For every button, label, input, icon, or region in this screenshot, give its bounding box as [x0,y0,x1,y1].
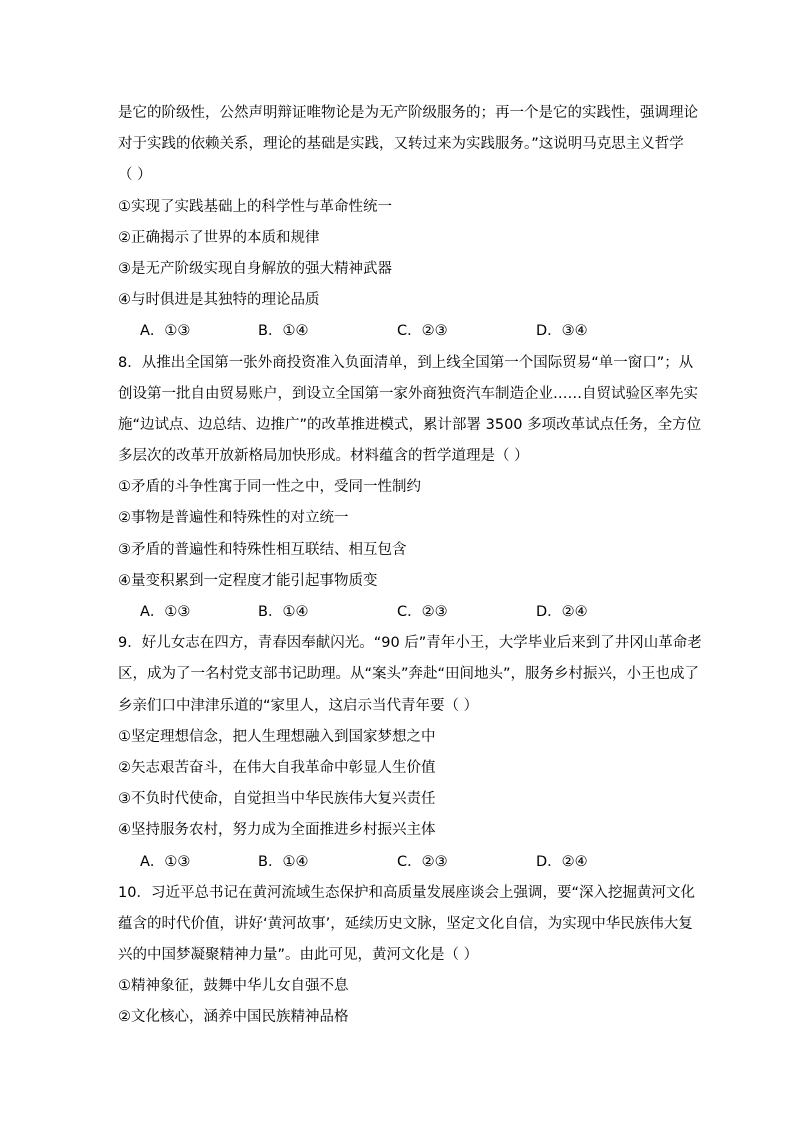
question-8 [118,348,702,629]
question-text-line: 乡亲们口中津津乐道的“家里人，这启示当代青年要（ ） [118,697,479,714]
question-text-line: 多层次的改革开放新格局加快形成。材料蕴含的哲学道理是（ ） [118,448,529,465]
choice-c: C．②③ [397,604,448,620]
question-10 [118,878,695,1034]
statement-option: ④量变积累到一定程度才能引起事物质变 [118,572,378,589]
statement-option: ①矛盾的斗争性寓于同一性之中，受同一性制约 [118,479,421,496]
question-9 [118,628,702,878]
statement-option: ②事物是普遍性和特殊性的对立统一 [118,510,349,527]
choice-a: A．①③ [140,853,191,870]
statement-option: ①精神象征，鼓舞中华儿女自强不息 [118,978,349,995]
question-text-line: 9．好儿女志在四方，青春因奉献闪光。“90 后”青年小王，大学毕业后来到了井冈山革命老 [118,635,702,652]
statement-option: ④与时俱进是其独特的理论品质 [118,292,320,309]
statement-option: ③不负时代使命，自觉担当中华民族伟大复兴责任 [118,791,436,808]
question-text-line: 施“边试点、边总结、边推广”的改革推进模式，累计部署 3500 多项改革试点任务，全方位 [118,416,702,433]
question-text-line: 兴的中国梦凝聚精神力量”。由此可见，黄河文化是（ ） [118,947,479,964]
answer-choices [118,316,678,347]
answer-choices [118,847,678,878]
choice-b: B．①④ [258,323,309,340]
question-text-line: 区，成为了一名村党支部书记助理。从“案头”奔赴“田间地头”，服务乡村振兴，小王也成了 [118,666,700,683]
statement-option: ①实现了实践基础上的科学性与革命性统一 [118,198,392,215]
statement-option: ②文化核心，涵养中国民族精神品格 [118,1009,349,1026]
choice-c: C．②③ [397,853,448,870]
answer-choices [118,597,678,628]
question-text-line: 8．从推出全国第一张外商投资准入负面清单，到上线全国第一个国际贸易“单一窗口”；从 [118,354,694,371]
document-content [118,98,702,1034]
choice-d: D．②④ [536,853,588,870]
choice-a: A．①③ [140,604,191,620]
question-text-line: 对于实践的依赖关系，理论的基础是实践，又转过来为实践服务。”这说明马克思主义哲学 [118,136,684,153]
statement-option: ③是无产阶级实现自身解放的强大精神武器 [118,260,392,277]
question-text-line: 蕴含的时代价值，讲好‘黄河故事’，延续历史文脉，坚定文化自信，为实现中华民族伟大复 [118,915,693,932]
statement-option: ④坚持服务农村，努力成为全面推进乡村振兴主体 [118,822,436,839]
choice-b: B．①④ [258,853,309,870]
choice-a: A．①③ [140,323,191,340]
statement-option: ②矢志艰苦奋斗，在伟大自我革命中彰显人生价值 [118,759,436,776]
statement-option: ②正确揭示了世界的本质和规律 [118,229,320,246]
question-text-line: 创设第一批自由贸易账户，到设立全国第一家外商独资汽车制造企业……自贸试验区率先实 [118,385,698,402]
choice-b: B．①④ [258,604,309,620]
statement-option: ③矛盾的普遍性和特殊性相互联结、相互包含 [118,541,407,558]
question-7-continuation [118,98,698,348]
choice-d: D．③④ [536,323,588,340]
choice-d: D．②④ [536,604,588,620]
question-text-line: 是它的阶级性，公然声明辩证唯物论是为无产阶级服务的；再一个是它的实践性，强调理论 [118,105,698,121]
choice-c: C．②③ [397,323,448,340]
question-text-line: 10．习近平总书记在黄河流域生态保护和高质量发展座谈会上强调，要“深入挖掘黄河文化 [118,884,695,901]
question-text-line: （ ） [118,167,152,184]
statement-option: ①坚定理想信念，把人生理想融入到国家梦想之中 [118,728,436,745]
